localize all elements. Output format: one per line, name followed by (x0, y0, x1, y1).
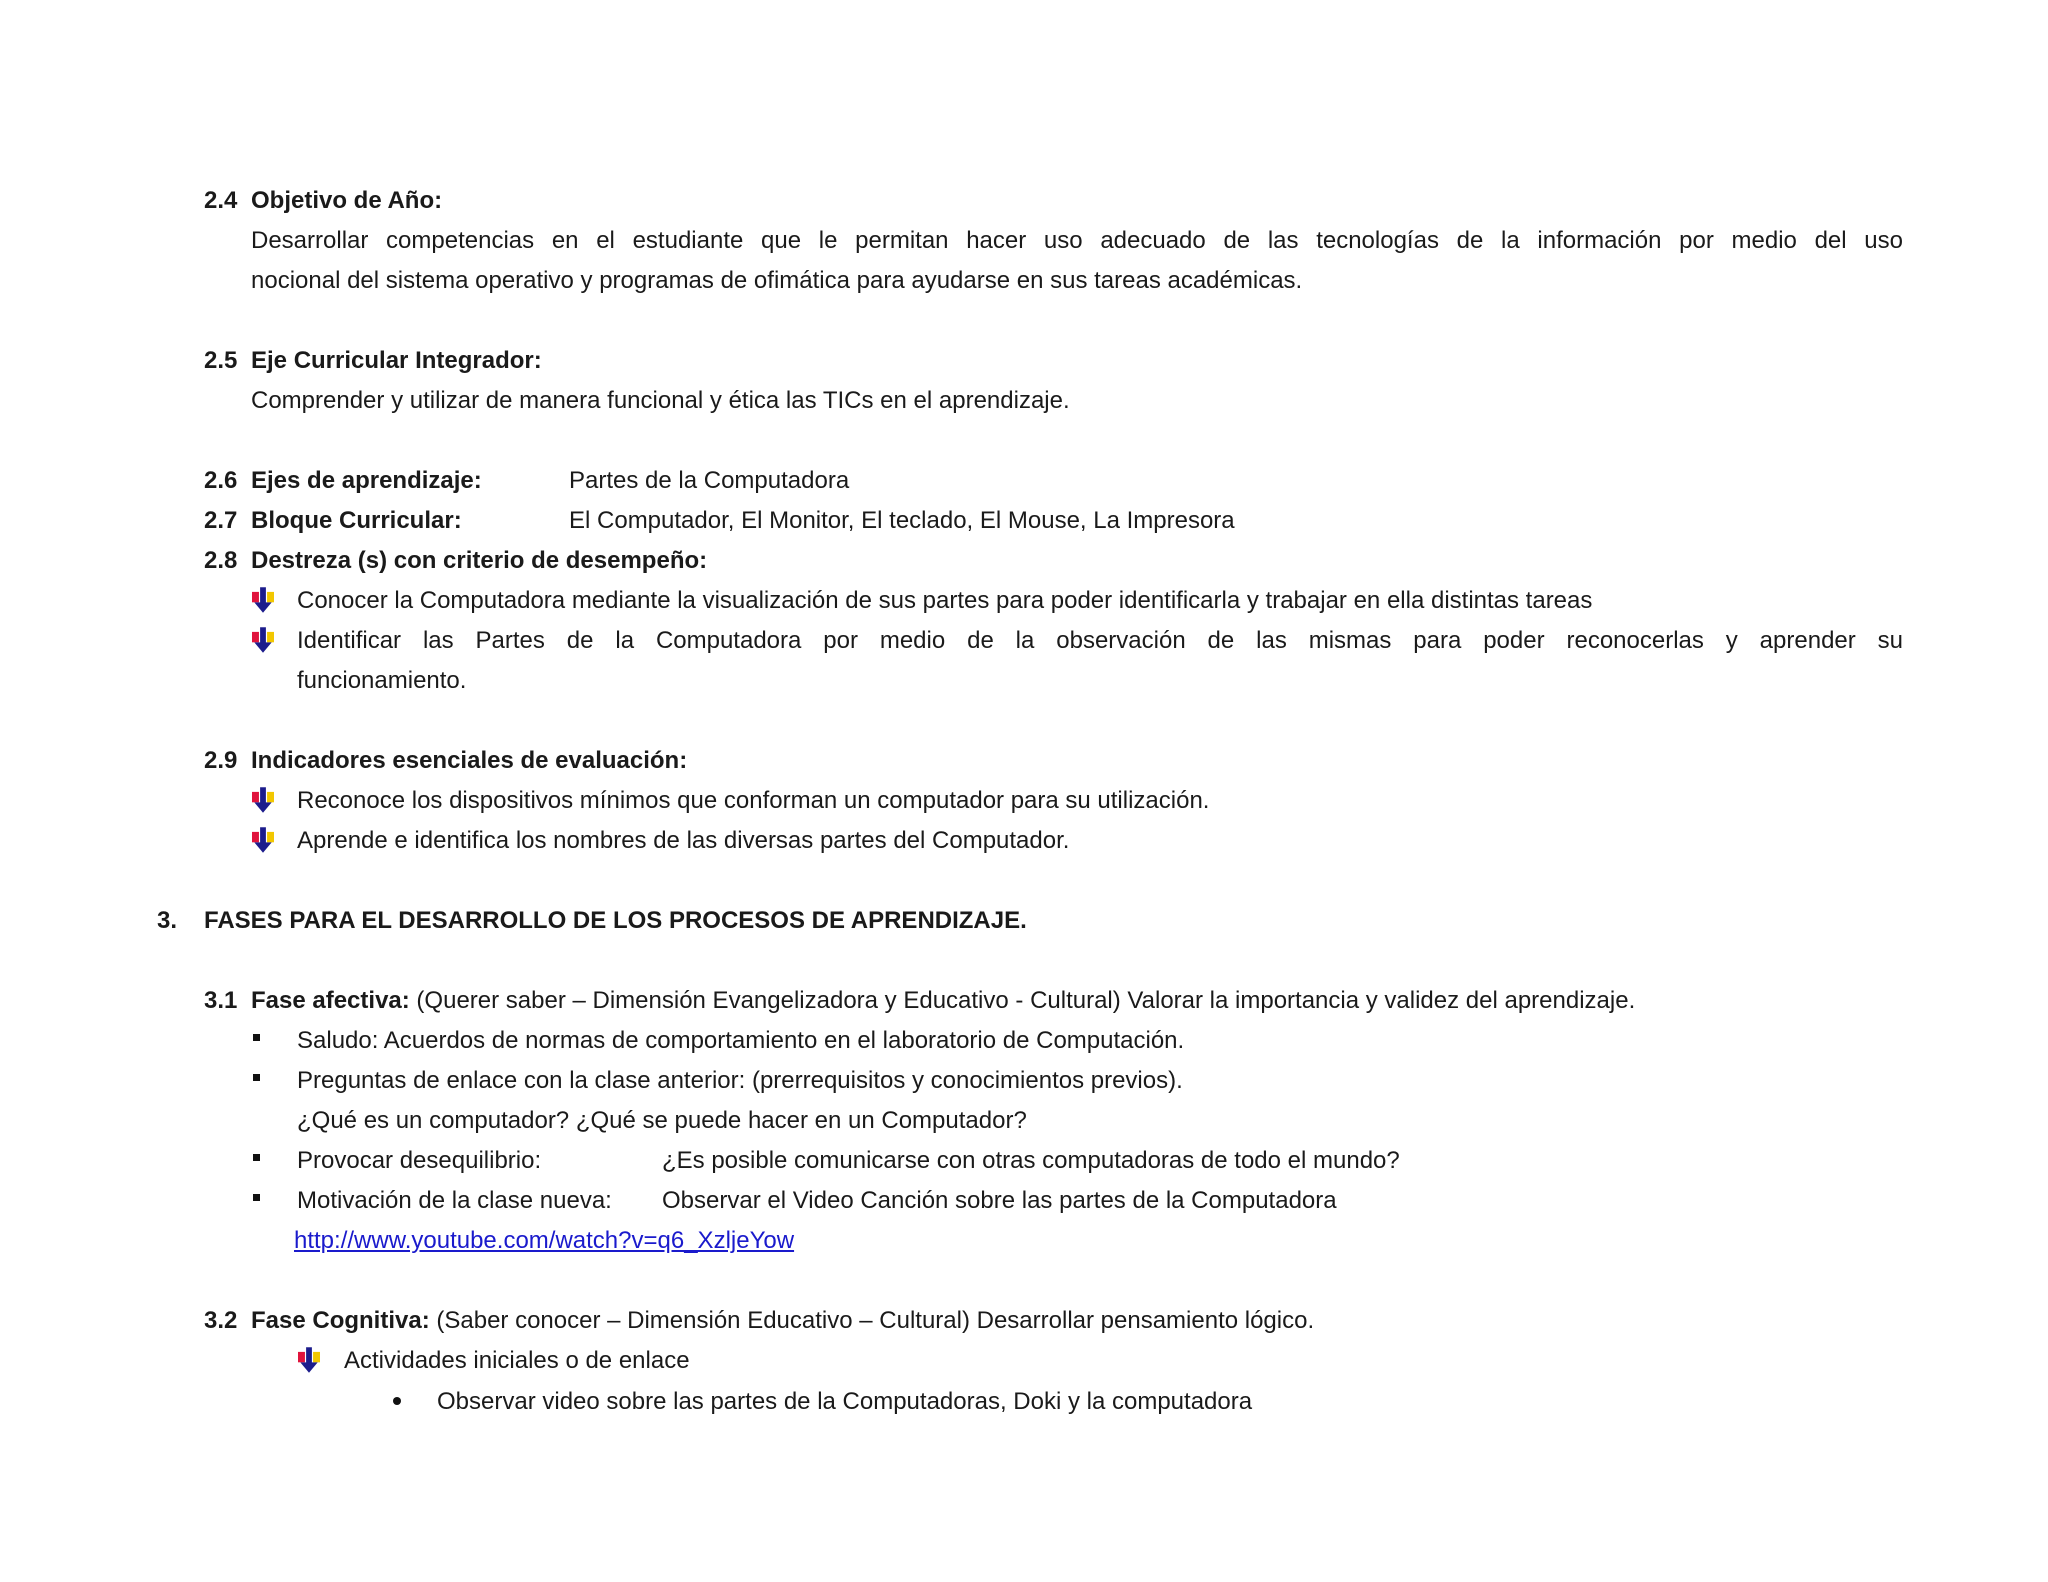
down-arrow-bullet-icon (252, 587, 274, 613)
section-title-destreza: Destreza (s) con criterio de desempeño: (251, 547, 708, 574)
fase-cognitiva-desc: (Saber conocer – Dimensión Educativo – Cultural) Desarrollar pensamiento lógico. (429, 1307, 1315, 1334)
section-number: 2.9 (204, 747, 238, 774)
afectiva-bullet-3-text: ¿Es posible comunicarse con otras computadoras de todo el mundo? (662, 1147, 1400, 1174)
section-title-bloque-curricular: Bloque Curricular: (251, 507, 462, 534)
section-title-ejes-aprendizaje: Ejes de aprendizaje: (251, 467, 482, 494)
section-number: 2.6 (204, 467, 238, 494)
square-bullet-icon (253, 1034, 260, 1041)
fase-cognitiva-title: Fase Cognitiva: (251, 1307, 430, 1334)
fase-afectiva-desc: (Querer saber – Dimensión Evangelizadora y Educativo - Cultural) Valorar la importancia y validez del aprendizaje. (409, 987, 1636, 1014)
youtube-video-link[interactable]: http://www.youtube.com/watch?v=q6_XzljeYow (294, 1227, 795, 1254)
square-bullet-icon (253, 1154, 260, 1161)
section-title-objetivo: Objetivo de Año: (251, 187, 443, 214)
destreza-item-2-line1: Identificar las Partes de la Computadora por medio de la observación de las mismas para poder reconocerlas y aprender su (297, 627, 1903, 654)
section-title-indicadores: Indicadores esenciales de evaluación: (251, 747, 688, 774)
section-number: 3.2 (204, 1307, 238, 1334)
section-number: 2.5 (204, 347, 238, 374)
cognitiva-subitem-1: Observar video sobre las partes de la Computadoras, Doki y la computadora (437, 1388, 1253, 1415)
afectiva-bullet-4-text: Observar el Video Canción sobre las partes de la Computadora (662, 1187, 1337, 1214)
objetivo-text-line2: nocional del sistema operativo y programas de ofimática para ayudarse en sus tareas académicas. (251, 267, 1303, 294)
fase-afectiva-title: Fase afectiva: (251, 987, 410, 1014)
chapter-title-fases: FASES PARA EL DESARROLLO DE LOS PROCESOS DE APRENDIZAJE. (204, 907, 1027, 934)
afectiva-bullet-2-questions: ¿Qué es un computador? ¿Qué se puede hacer en un Computador? (297, 1107, 1027, 1134)
down-arrow-bullet-icon (298, 1347, 320, 1373)
down-arrow-bullet-icon (252, 827, 274, 853)
afectiva-bullet-2: Preguntas de enlace con la clase anterior: (prerrequisitos y conocimientos previos). (297, 1067, 1183, 1094)
fase-cognitiva-heading (251, 1301, 1314, 1341)
cognitiva-item-1: Actividades iniciales o de enlace (344, 1347, 690, 1374)
down-arrow-bullet-icon (252, 627, 274, 653)
section-number: 2.8 (204, 547, 238, 574)
eje-curricular-text: Comprender y utilizar de manera funcional y ética las TICs en el aprendizaje. (251, 387, 1070, 414)
destreza-item-2-line2: funcionamiento. (297, 667, 467, 694)
destreza-item-1: Conocer la Computadora mediante la visualización de sus partes para poder identificarla y trabajar en ella distintas tareas (297, 587, 1593, 614)
fase-afectiva-heading (251, 981, 1635, 1021)
indicador-item-2: Aprende e identifica los nombres de las diversas partes del Computador. (297, 827, 1070, 854)
objetivo-text-line1: Desarrollar competencias en el estudiante que le permitan hacer uso adecuado de las tecnologías de la información por medio del uso (251, 227, 1903, 254)
section-number: 3.1 (204, 987, 238, 1014)
square-bullet-icon (253, 1074, 260, 1081)
video-link-row (294, 1221, 794, 1261)
ejes-aprendizaje-value: Partes de la Computadora (569, 467, 850, 494)
afectiva-bullet-4-label: Motivación de la clase nueva: (297, 1187, 612, 1214)
down-arrow-bullet-icon (252, 787, 274, 813)
afectiva-bullet-3-label: Provocar desequilibrio: (297, 1147, 542, 1174)
round-bullet-icon (393, 1397, 401, 1405)
afectiva-bullet-1: Saludo: Acuerdos de normas de comportamiento en el laboratorio de Computación. (297, 1027, 1185, 1054)
section-title-eje-curricular: Eje Curricular Integrador: (251, 347, 542, 374)
chapter-number: 3. (157, 907, 178, 934)
bloque-curricular-value: El Computador, El Monitor, El teclado, El Mouse, La Impresora (569, 507, 1235, 534)
indicador-item-1: Reconoce los dispositivos mínimos que conforman un computador para su utilización. (297, 787, 1210, 814)
section-number: 2.4 (204, 187, 238, 214)
square-bullet-icon (253, 1194, 260, 1201)
section-number: 2.7 (204, 507, 238, 534)
